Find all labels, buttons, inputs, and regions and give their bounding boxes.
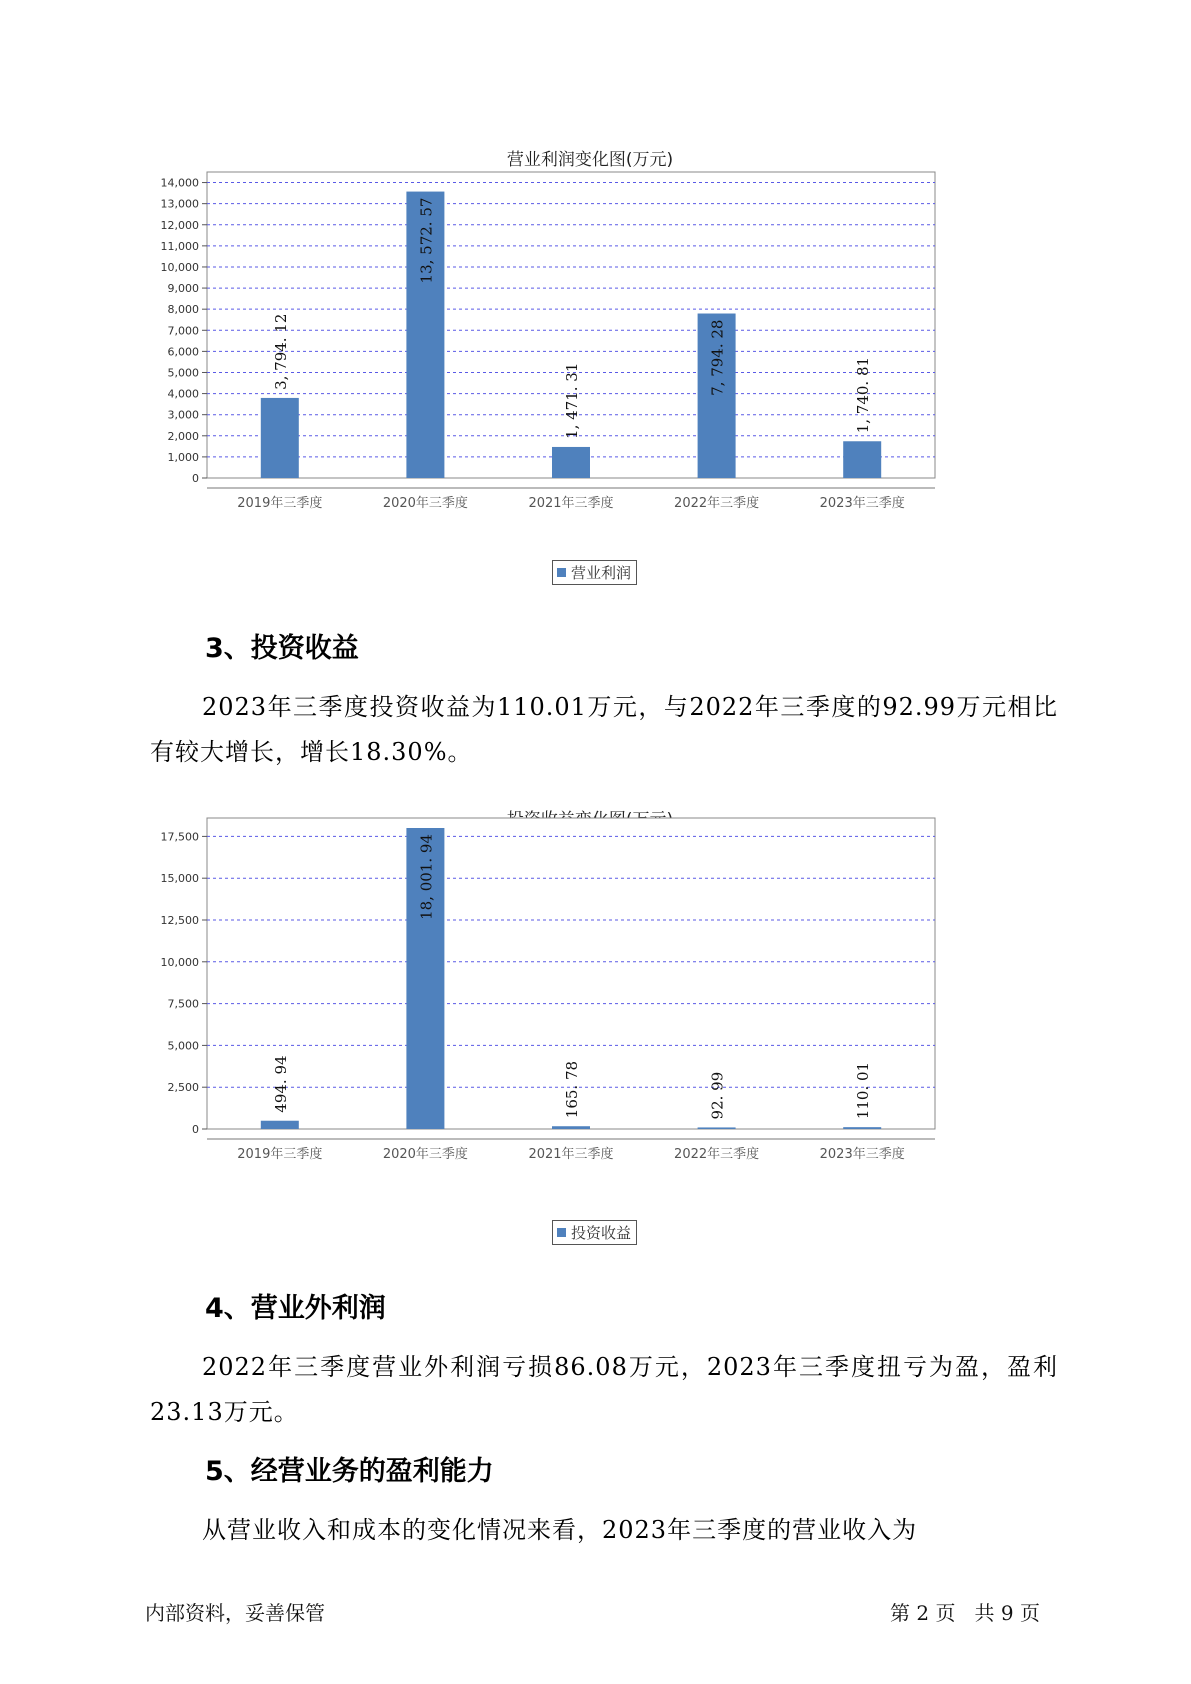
y-tick-label: 5,000 <box>167 1039 199 1053</box>
y-tick-label: 0 <box>192 472 199 485</box>
bar-value-label: 110. 01 <box>854 1061 873 1120</box>
y-tick-label: 5,000 <box>167 366 199 380</box>
bar <box>552 447 590 478</box>
x-tick-label: 2021年三季度 <box>528 1147 614 1162</box>
y-tick-label: 12,000 <box>160 218 199 232</box>
y-tick-label: 13,000 <box>160 197 199 211</box>
bar-value-label: 3, 794. 12 <box>271 313 290 390</box>
y-tick-label: 2,000 <box>167 429 199 443</box>
y-tick-label: 3,000 <box>167 408 199 422</box>
legend-swatch <box>557 1228 566 1237</box>
bar-value-label: 1, 740. 81 <box>854 356 873 434</box>
x-tick-label: 2019年三季度 <box>237 1147 323 1162</box>
chart-title: 营业利润变化图(万元) <box>506 150 674 170</box>
y-tick-label: 7,000 <box>167 324 199 338</box>
legend-label: 营业利润 <box>571 564 632 582</box>
bar <box>843 1127 881 1129</box>
bar-value-label: 494. 94 <box>271 1055 290 1113</box>
bar-value-label: 1, 471. 31 <box>563 362 581 439</box>
bar <box>843 441 881 478</box>
y-tick-label: 10,000 <box>160 955 199 969</box>
footer-left: 内部资料，妥善保管 <box>145 1601 325 1625</box>
section-heading-3: 3、投资收益 <box>205 633 359 664</box>
x-tick-label: 2022年三季度 <box>674 496 760 511</box>
y-tick-label: 8,000 <box>167 303 199 317</box>
y-tick-label: 10,000 <box>160 260 199 274</box>
chart-legend <box>552 560 637 585</box>
x-tick-label: 2020年三季度 <box>382 1147 468 1162</box>
bar-value-label: 165. 78 <box>563 1060 581 1119</box>
bar <box>698 1127 736 1129</box>
x-tick-label: 2020年三季度 <box>382 496 468 511</box>
section-heading-5: 5、经营业务的盈利能力 <box>205 1456 494 1487</box>
investment-income-plot <box>150 830 1030 1240</box>
y-tick-label: 2,500 <box>167 1081 199 1095</box>
y-tick-label: 7,500 <box>167 997 199 1011</box>
section-paragraph-5: 从营业收入和成本的变化情况来看，2023年三季度的营业收入为 <box>202 1516 918 1544</box>
y-tick-label: 0 <box>192 1123 199 1136</box>
bar-value-label: 13, 572. 57 <box>417 197 436 284</box>
x-tick-label: 2019年三季度 <box>237 496 323 511</box>
bar-value-label: 92. 99 <box>708 1071 727 1120</box>
operating-profit-chart <box>150 140 1030 600</box>
investment-income-chart <box>150 800 1030 1260</box>
bar <box>261 1121 299 1129</box>
chart-legend <box>552 1220 637 1245</box>
x-tick-label: 2023年三季度 <box>819 496 905 511</box>
y-tick-label: 6,000 <box>167 345 199 359</box>
x-tick-label: 2021年三季度 <box>528 496 614 511</box>
operating-profit-plot <box>150 170 1030 570</box>
legend-swatch <box>557 568 566 577</box>
x-tick-label: 2022年三季度 <box>674 1147 760 1162</box>
y-tick-label: 17,500 <box>160 830 199 844</box>
section-heading-4: 4、营业外利润 <box>205 1293 386 1324</box>
footer-right: 第 2 页 共 9 页 <box>890 1601 1040 1625</box>
y-tick-label: 4,000 <box>167 387 199 401</box>
section-paragraph-4: 2022年三季度营业外利润亏损86.08万元，2023年三季度扭亏为盈，盈利23.13万元。 <box>150 1353 1058 1426</box>
bar <box>261 398 299 478</box>
bar-value-label: 7, 794. 28 <box>708 319 727 396</box>
y-tick-label: 12,500 <box>160 913 199 927</box>
bar-value-label: 18, 001. 94 <box>417 833 436 920</box>
y-tick-label: 11,000 <box>160 239 199 253</box>
y-tick-label: 9,000 <box>167 282 199 296</box>
x-tick-label: 2023年三季度 <box>819 1147 905 1162</box>
y-tick-label: 1,000 <box>167 450 199 464</box>
legend-label: 投资收益 <box>571 1224 632 1242</box>
y-tick-label: 15,000 <box>160 872 199 886</box>
bar <box>552 1126 590 1129</box>
y-tick-label: 14,000 <box>160 176 199 190</box>
section-paragraph-3: 2023年三季度投资收益为110.01万元，与2022年三季度的92.99万元相比有较大增长，增长18.30%。 <box>150 693 1058 766</box>
